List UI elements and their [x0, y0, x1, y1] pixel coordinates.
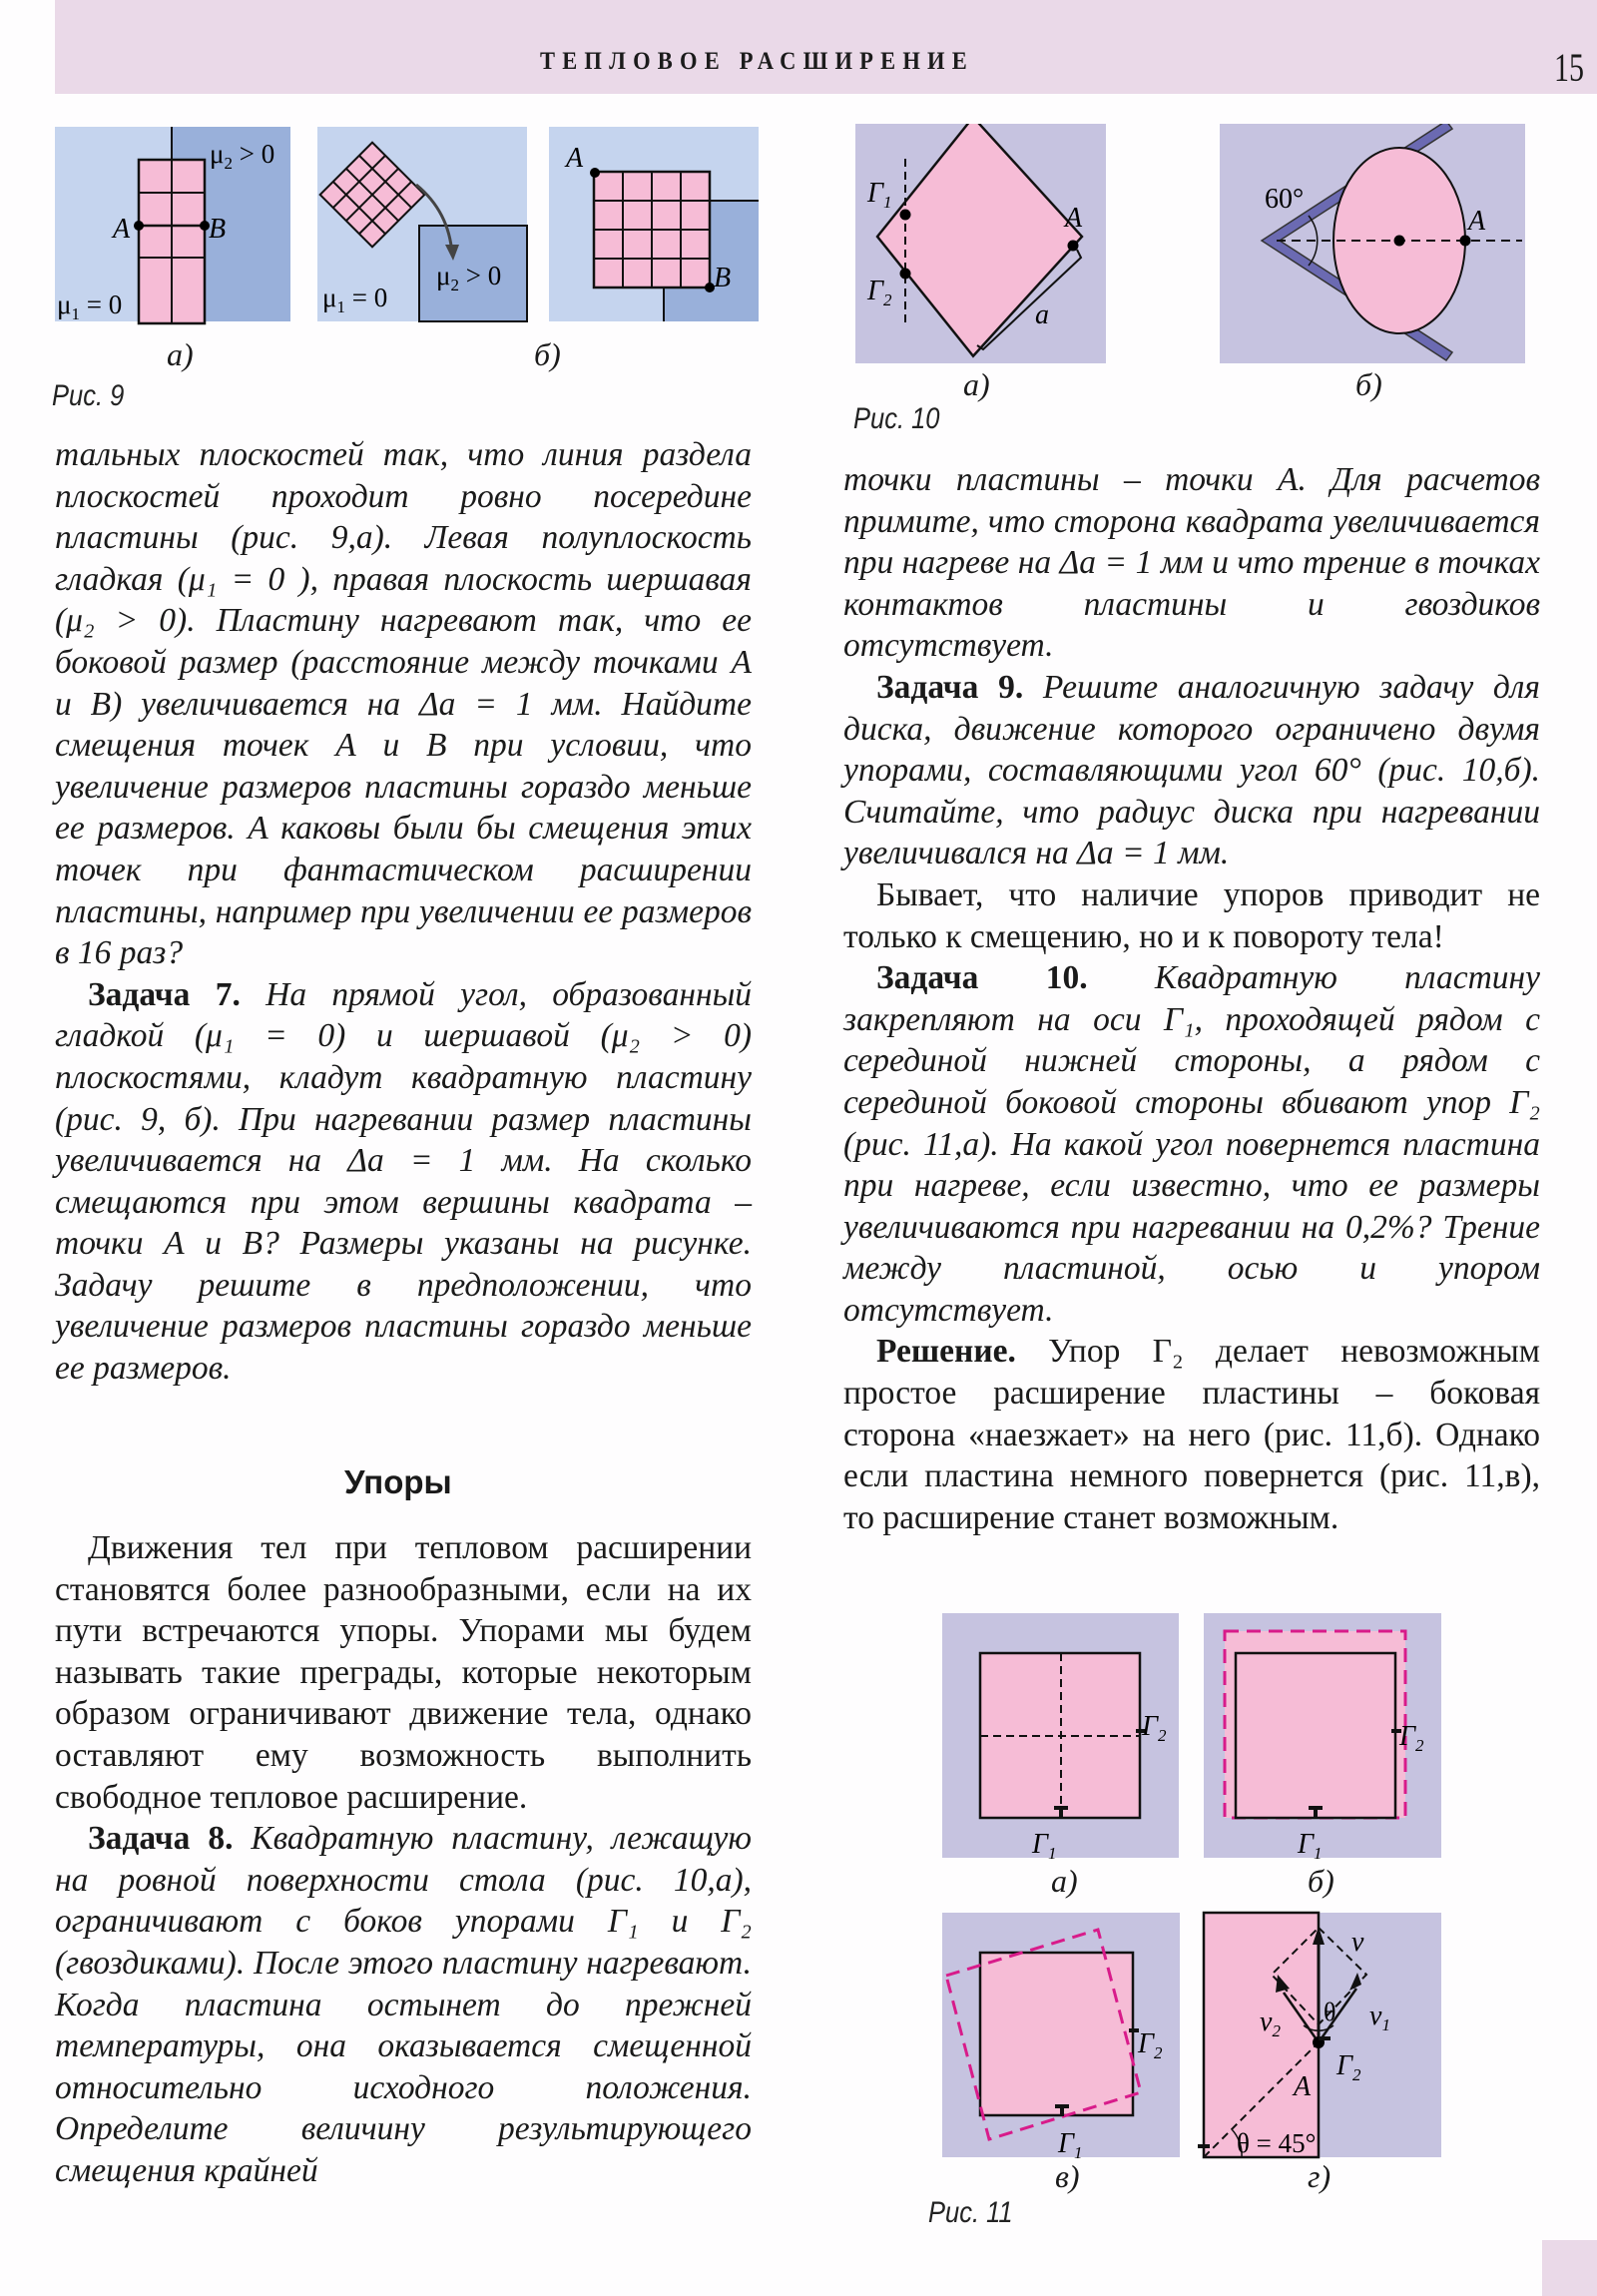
running-header [55, 0, 1597, 94]
svg-text:Г2: $Г_2$ [1399, 1721, 1424, 1755]
left-column-text-top [55, 434, 752, 1390]
svg-text:A: A [1294, 2071, 1312, 2102]
svg-text:v2: $v_2$ [1260, 2007, 1281, 2040]
figure-9 [55, 127, 784, 326]
figure-9-diagrams [55, 127, 784, 326]
svg-text:Г1: $Г_1$ [867, 178, 892, 212]
svg-text:A: A [566, 143, 584, 174]
svg-text:A: A [1468, 206, 1486, 237]
figure-9b-label: б) [534, 336, 561, 372]
task-8 [55, 1818, 752, 2191]
figure-10 [855, 124, 1534, 363]
task-10-text: Квадратную пластину закрепляют на оси Г₁, проходящей рядом с серединой нижней стороны, а рядом с серединой боковой стороны вбивают упор Г₂ (рис. 11,а). На какой угол повернется пластина при нагреве, если известно, что ее размеры увеличиваются при нагревании на 0,2%? Трение между пластиной, осью и упором отсутствует. [843, 959, 1541, 1329]
task-7-text: На прямой угол, образованный гладкой (μ₁ = 0) и шершавой (μ₂ > 0) плоскостями, кладут квадратную пластину (рис. 9, б). При нагревании размер пластины увеличивается на Δa = 1 мм. На сколько смещаются при этом вершины квадрата – точки А и В? Размеры указаны на рисунке. Задачу решите в предположении, что увеличение размеров пластины гораздо меньше ее размеров. [55, 975, 753, 1388]
task-8-text: Квадратную пластину, лежащую на ровной поверхности стола (рис. 10,а), ограничивают с боков упорами Г₁ и Г₂ (гвоздиками). После этого пластину нагревают. Когда пластина остынет до прежней температуры, она оказывается смещенной относительно исходного положения. Определите величину результирующего смещения крайней [55, 1820, 753, 2189]
task-9-text: Решите аналогичную задачу для диска, движение которого ограничено двумя упорами, составляющими угол 60° (рис. 10,б). Считайте, что радиус диска при нагревании увеличивался на Δa = 1 мм. [843, 668, 1540, 872]
svg-text:θ: θ [1324, 1998, 1336, 2026]
svg-text:θ = 45°: θ = 45° [1237, 2128, 1317, 2158]
svg-text:Г1: $Г_1$ [1298, 1829, 1323, 1863]
task-10-label: Задача 10. [876, 959, 1088, 997]
svg-text:60°: 60° [1265, 184, 1305, 215]
svg-text:Г2: $Г_2$ [1142, 1711, 1167, 1745]
svg-text:μ1 = 0: $\mu_1 = 0$ [322, 283, 388, 316]
figure-10-caption: Рис. 10 [853, 402, 940, 435]
task-9-label: Задача 9. [876, 668, 1024, 706]
task-9 [843, 667, 1540, 874]
solution-text: Упор Г₂ делает невозможным простое расширение пластины – боковая сторона «наезжает» на него (рис. 11,б). Однако если пластина немного повернется (рис. 11,в), то расширение станет возможным. [843, 1333, 1540, 1536]
task-7-label: Задача 7. [88, 975, 241, 1013]
left-column-text-bottom [55, 1527, 752, 2192]
task-7 [55, 974, 752, 1390]
svg-text:Г1: $Г_1$ [1032, 1829, 1057, 1863]
right-column-text [843, 459, 1540, 1538]
figure-10a-label: а) [963, 366, 990, 402]
paragraph-rotation: Бывает, что наличие упоров приводит не только к смещению, но и к повороту тела! [843, 875, 1540, 955]
paragraph-task6-continued: тальных плоскостей так, что линия раздела плоскостей проходит ровно посередине пластины (рис. 9,а). Левая полуплоскость гладкая (μ₁ = 0 ), правая плоскость шершавая (μ₂ > 0). Пластину нагревают так, что ее боковой размер (расстояние между точками А и В) увеличивается на Δa = 1 мм. Найдите смещения точек А и В при условии, что увеличение размеров пластины гораздо меньше ее размеров. А каковы были бы смещения этих точек при фантастическом расширении пластины, например при увеличении ее размеров в 16 раз? [55, 436, 752, 972]
svg-text:v1: $v_1$ [1369, 2001, 1390, 2034]
svg-text:Г2: $Г_2$ [867, 276, 892, 309]
page-number: 15 [1554, 45, 1584, 90]
svg-text:B: B [209, 214, 227, 245]
chapter-title: ТЕПЛОВОЕ РАСШИРЕНИЕ [540, 48, 974, 75]
svg-text:a: a [1035, 299, 1049, 330]
solution [843, 1331, 1540, 1538]
figure-11b-label: б) [1308, 1863, 1334, 1899]
figure-11-diagrams [942, 1613, 1451, 2172]
task-10 [843, 957, 1540, 1331]
figure-10b-label: б) [1355, 366, 1382, 402]
figure-10-diagrams [855, 124, 1534, 363]
svg-text:A: A [1065, 203, 1083, 234]
figure-11g-label: г) [1308, 2158, 1331, 2194]
svg-text:v: v [1351, 1927, 1364, 1958]
svg-text:Г1: $Г_1$ [1058, 2128, 1083, 2162]
svg-text:Г2: $Г_2$ [1138, 2028, 1163, 2062]
paragraph-stops-intro: Движения тел при тепловом расширении становятся более разнообразными, если на их пути встречаются упоры. Упорами мы будем называть такие преграды, которые некоторым образом ограничивают движение тела, однако оставляют ему возможность выполнить свободное тепловое расширение. [55, 1529, 752, 1816]
figure-9a-label: а) [167, 336, 194, 372]
figure-11v-label: в) [1055, 2158, 1080, 2194]
svg-text:B: B [714, 263, 732, 293]
figure-11 [942, 1613, 1451, 2172]
page-corner-tab [1542, 2240, 1597, 2296]
svg-text:μ1 = 0: $\mu_1 = 0$ [57, 289, 123, 323]
figure-11-caption: Рис. 11 [928, 2196, 1013, 2229]
svg-text:μ2 > 0: $\mu_2 > 0$ [436, 261, 502, 294]
section-heading-stops: Упоры [344, 1463, 452, 1500]
figure-9-caption: Рис. 9 [52, 379, 125, 412]
svg-text:A: A [113, 214, 131, 245]
svg-text:Г2: $Г_2$ [1336, 2050, 1361, 2084]
paragraph-task8-continued: точки пластины – точки А. Для расчетов примите, что сторона квадрата увеличивается при нагреве на Δa = 1 мм и что трение в точках контактов пластины и гвоздиков отсутствует. [843, 461, 1540, 665]
figure-11a-label: а) [1051, 1863, 1078, 1899]
task-8-label: Задача 8. [88, 1820, 234, 1858]
solution-label: Решение. [876, 1333, 1016, 1371]
svg-text:μ2 > 0: $\mu_2 > 0$ [210, 139, 275, 173]
